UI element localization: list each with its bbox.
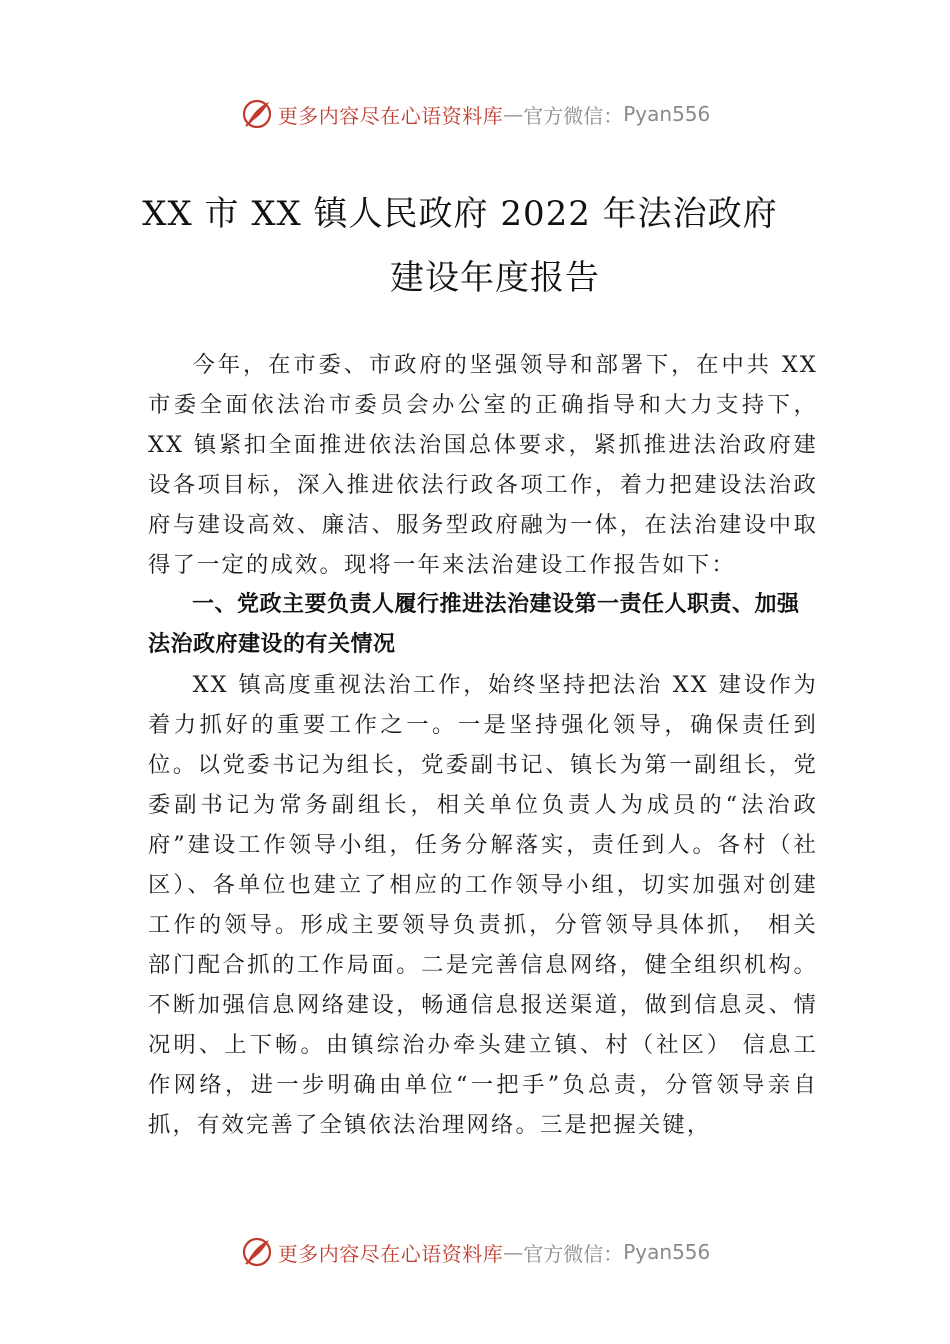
banner-wechat-id: Pyan556 xyxy=(623,102,711,126)
banner-brand: 更多内容尽在心语资料库 xyxy=(277,103,504,128)
banner-wechat-label: 官方微信： xyxy=(523,103,624,128)
document-body xyxy=(148,345,818,1145)
banner-separator: — xyxy=(503,102,524,126)
banner-wechat-id: Pyan556 xyxy=(623,1240,711,1264)
footer-watermark-banner xyxy=(0,1232,950,1272)
document-title-line-2: 建设年度报告 xyxy=(390,258,600,298)
section-1-paragraph: XX 镇高度重视法治工作，始终坚持把法治 XX 建设作为着力抓好的重要工作之一。一是坚持强化领导，确保责任到位。以党委书记为组长，党委副书记、镇长为第一副组长，党委副书记为常务副组长，相关单位负责人为成员的“法治政府”建设工作领导小组，任务分解落实，责任到人。各村（社区）、各单位也建立了相应的工作领导小组，切实加强对创建工作的领导。形成主要领导负责抓，分管领导具体抓， 相关部门配合抓的工作局面。二是完善信息网络，健全组织机构。不断加强信息网络建设，畅通信息报送渠道，做到信息灵、情况明、上下畅。由镇综治办牵头建立镇、村（社区） 信息工作网络，进一步明确由单位“一把手”负总责，分管领导亲自抓，有效完善了全镇依法治理网络。三是把握关键， xyxy=(148,672,818,1138)
banner-brand: 更多内容尽在心语资料库 xyxy=(277,1241,504,1266)
intro-paragraph: 今年，在市委、市政府的坚强领导和部署下，在中共 XX 市委全面依法治市委员会办公室的正确指导和大力支持下，XX 镇紧扣全面推进依法治国总体要求，紧抓推进法治政府建设各项目标，深入推进依法行政各项工作，着力把建设法治政府与建设高效、廉洁、服务型政府融为一体，在法治建设中取得了一定的成效。现将一年来法治建设工作报告如下： xyxy=(148,352,818,578)
quill-logo-icon xyxy=(240,1235,274,1269)
header-watermark-banner xyxy=(0,94,950,134)
banner-separator: — xyxy=(503,1240,524,1264)
quill-logo-icon xyxy=(240,97,274,131)
section-1-heading: 一、党政主要负责人履行推进法治建设第一责任人职责、加强法治政府建设的有关情况 xyxy=(148,592,800,657)
document-title-line-1: XX 市 XX 镇人民政府 2022 年法治政府 xyxy=(142,194,778,234)
banner-wechat-label: 官方微信： xyxy=(523,1241,624,1266)
